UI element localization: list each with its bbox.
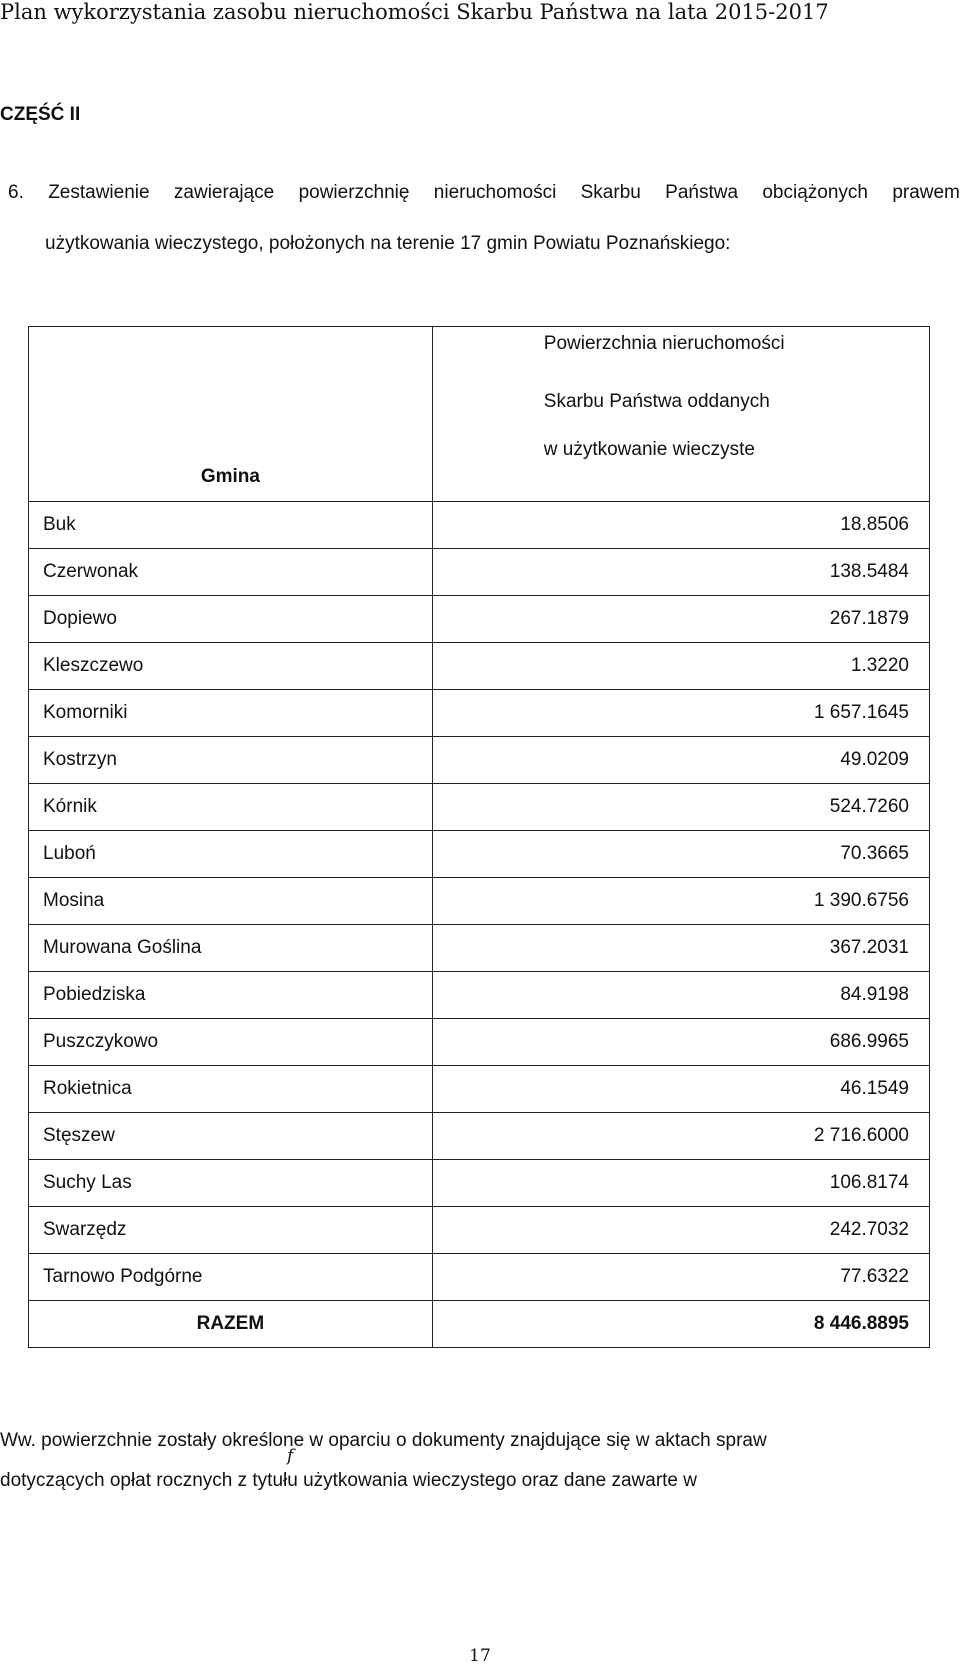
table-header-row	[29, 327, 930, 502]
gmina-name-cell: Suchy Las	[29, 1160, 433, 1207]
section-title-word: Państwa	[665, 182, 739, 203]
area-value-cell: 106.8174	[432, 1160, 929, 1207]
page-header-title: Plan wykorzystania zasobu nieruchomości Skarbu Państwa na lata 2015-2017	[0, 0, 829, 24]
table-row	[29, 1160, 930, 1207]
total-label-cell: RAZEM	[29, 1301, 433, 1348]
gmina-name-cell: Stęszew	[29, 1113, 433, 1160]
table-row	[29, 1019, 930, 1066]
gmina-name-cell: Mosina	[29, 878, 433, 925]
area-value-cell: 138.5484	[432, 549, 929, 596]
table-row	[29, 1207, 930, 1254]
area-value-cell: 77.6322	[432, 1254, 929, 1301]
area-value-cell: 2 716.6000	[432, 1113, 929, 1160]
area-table	[28, 326, 930, 1348]
table-row	[29, 1066, 930, 1113]
page-number: 17	[469, 1646, 491, 1666]
area-value-cell: 46.1549	[432, 1066, 929, 1113]
area-value-cell: 267.1879	[432, 596, 929, 643]
table-row	[29, 549, 930, 596]
table-row	[29, 878, 930, 925]
total-value-cell: 8 446.8895	[432, 1301, 929, 1348]
section-title-word: prawem	[892, 182, 960, 203]
table-row	[29, 831, 930, 878]
gmina-name-cell: Rokietnica	[29, 1066, 433, 1113]
header-gmina-label: Gmina	[200, 466, 260, 487]
area-value-cell: 367.2031	[432, 925, 929, 972]
header-area-line: Skarbu Państwa oddanych	[543, 391, 770, 412]
section-title-word: nieruchomości	[433, 182, 557, 203]
table-row	[29, 1254, 930, 1301]
gmina-name-cell: Kórnik	[29, 784, 433, 831]
table-row	[29, 1113, 930, 1160]
gmina-name-cell: Murowana Goślina	[29, 925, 433, 972]
area-value-cell: 49.0209	[432, 737, 929, 784]
part-title: CZĘŚĆ II	[0, 104, 81, 125]
section-title-word: Zestawienie	[48, 182, 150, 203]
area-value-cell: 242.7032	[432, 1207, 929, 1254]
section-title-word: Skarbu	[580, 182, 641, 203]
table-row	[29, 643, 930, 690]
gmina-name-cell: Czerwonak	[29, 549, 433, 596]
table-row	[29, 972, 930, 1019]
gmina-name-cell: Swarzędz	[29, 1207, 433, 1254]
gmina-name-cell: Pobiedziska	[29, 972, 433, 1019]
table-row	[29, 925, 930, 972]
section-title-word: obciążonych	[762, 182, 868, 203]
area-value-cell: 1 390.6756	[432, 878, 929, 925]
area-value-cell: 1.3220	[432, 643, 929, 690]
area-value-cell: 70.3665	[432, 831, 929, 878]
area-value-cell: 524.7260	[432, 784, 929, 831]
gmina-name-cell: Tarnowo Podgórne	[29, 1254, 433, 1301]
footnote-line-1: Ww. powierzchnie zostały określone w oparciu o dokumenty znajdujące się w aktach spraw	[0, 1430, 767, 1451]
gmina-name-cell: Kleszczewo	[29, 643, 433, 690]
section-title-word: 6.	[8, 182, 24, 203]
section-title-word: zawierające	[173, 182, 275, 203]
footnote-line-2: dotyczących opłat rocznych z tytułu użytkowania wieczystego oraz dane zawarte w	[0, 1470, 697, 1491]
header-area-line: Powierzchnia nieruchomości	[543, 333, 785, 354]
area-value-cell: 18.8506	[432, 502, 929, 549]
table-row	[29, 596, 930, 643]
gmina-name-cell: Komorniki	[29, 690, 433, 737]
gmina-name-cell: Puszczykowo	[29, 1019, 433, 1066]
area-value-cell: 686.9965	[432, 1019, 929, 1066]
section-title-word: powierzchnię	[298, 182, 410, 203]
area-value-cell: 1 657.1645	[432, 690, 929, 737]
table-total-row	[29, 1301, 930, 1348]
gmina-name-cell: Luboń	[29, 831, 433, 878]
table-row	[29, 737, 930, 784]
header-cell-gmina	[29, 327, 433, 502]
area-value-cell: 84.9198	[432, 972, 929, 1019]
gmina-name-cell: Buk	[29, 502, 433, 549]
gmina-name-cell: Dopiewo	[29, 596, 433, 643]
section-title-line-2: użytkowania wieczystego, położonych na terenie 17 gmin Powiatu Poznańskiego:	[45, 233, 731, 254]
section-title-line-1	[8, 182, 960, 204]
table-row	[29, 502, 930, 549]
header-area-line: w użytkowanie wieczyste	[543, 439, 755, 460]
stray-glyph: f	[287, 1446, 294, 1466]
gmina-name-cell: Kostrzyn	[29, 737, 433, 784]
header-cell-area	[432, 327, 929, 502]
table-row	[29, 784, 930, 831]
table-row	[29, 690, 930, 737]
